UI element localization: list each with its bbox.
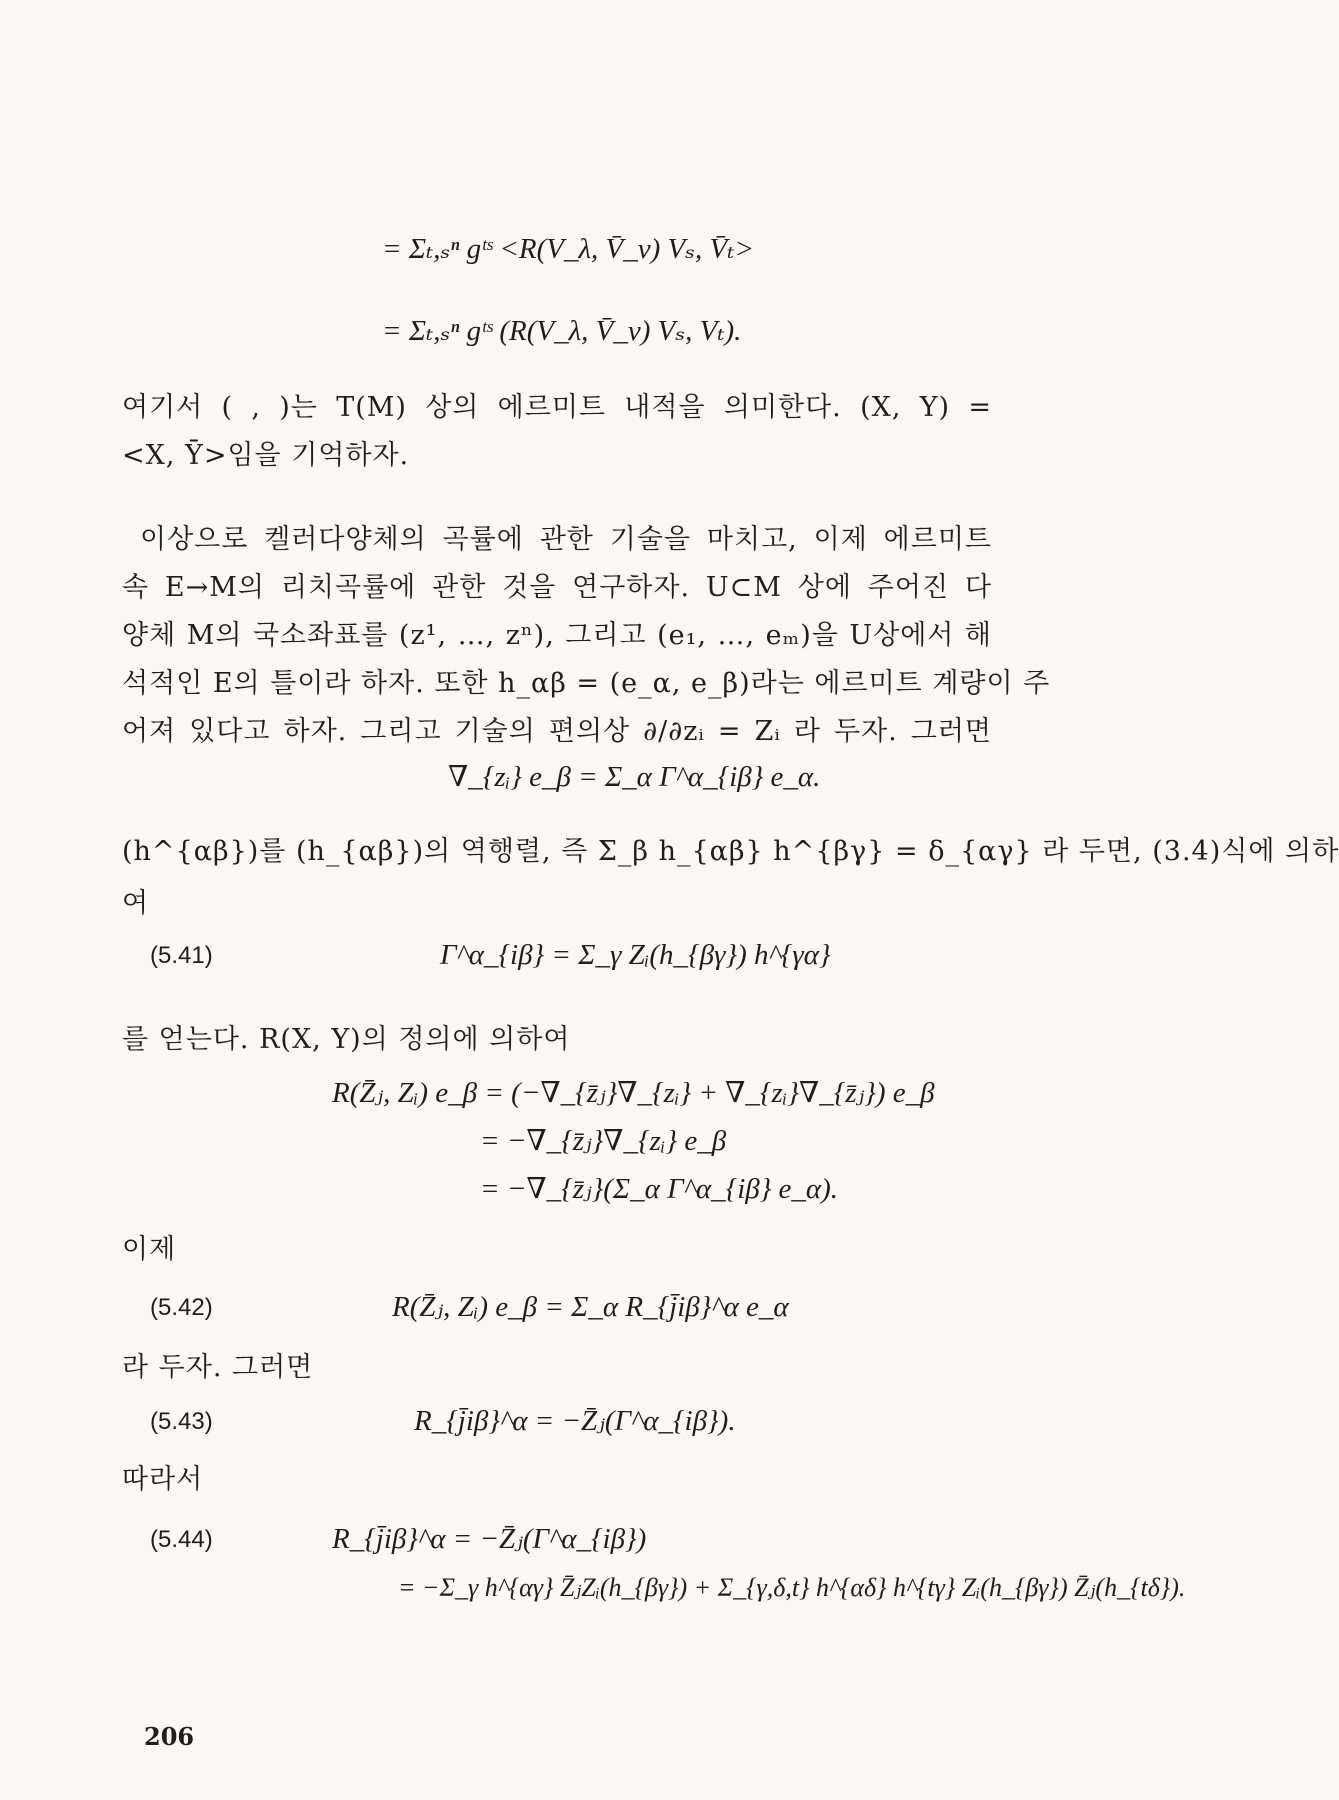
paragraph-line: 이제 [122,1234,177,1265]
equation-number: (5.44) [150,1526,213,1553]
paragraph-line: 여기서 ( , )는 T(M) 상의 에르미트 내적을 의미한다. (X, Y) = [122,392,992,423]
curvature-equation-2: = −∇_{z̄ⱼ}∇_{zᵢ} e_β [480,1125,727,1157]
equation-5-42: R(Z̄ⱼ, Zᵢ) e_β = Σ_α R_{j̄iβ}^α e_α [392,1291,789,1323]
equation-5-44-line-1: R_{j̄iβ}^α = −Z̄ⱼ(Γ^α_{iβ}) [332,1523,647,1555]
paragraph-line: 어져 있다고 하자. 그리고 기술의 편의상 ∂/∂zᵢ = Zᵢ 라 두자. 그러면 [122,716,992,747]
equation-5-41: Γ^α_{iβ} = Σ_γ Zᵢ(h_{βγ}) h^{γα} [440,939,831,971]
equation-5-43: R_{j̄iβ}^α = −Z̄ⱼ(Γ^α_{iβ}). [414,1405,736,1437]
equation-number: (5.43) [150,1408,213,1435]
connection-equation: ∇_{zᵢ} e_β = Σ_α Γ^α_{iβ} e_α. [448,761,821,793]
paragraph-line: 따라서 [122,1464,204,1495]
paragraph-line: 양체 M의 국소좌표를 (z¹, …, zⁿ), 그리고 (e₁, …, eₘ)을 U상에서 해 [122,620,992,651]
paragraph-line: 이상으로 켈러다양체의 곡률에 관한 기술을 마치고, 이제 에르미트 [140,524,992,555]
equation-5-44-line-2: = −Σ_γ h^{αγ} Z̄ⱼZᵢ(h_{βγ}) + Σ_{γ,δ,t} h^{αδ} h^{tγ} Zᵢ(h_{βγ}) Z̄ⱼ(h_{tδ}). [398,1573,1186,1602]
paragraph-line: 석적인 E의 틀이라 하자. 또한 h_αβ = (e_α, e_β)라는 에르미트 계량이 주 [122,668,1051,699]
paragraph-line: (h^{αβ})를 (h_{αβ})의 역행렬, 즉 Σ_β h_{αβ} h^{βγ} = δ_{αγ} 라 두면, (3.4)식에 의하 [122,836,1339,867]
paragraph-line: 라 두자. 그러면 [122,1352,314,1383]
equation-number: (5.41) [150,942,213,969]
curvature-equation-3: = −∇_{z̄ⱼ}(Σ_α Γ^α_{iβ} e_α). [480,1173,839,1205]
display-equation-2: = Σₜ,ₛⁿ gᵗˢ (R(V_λ, V̄_ν) Vₛ, Vₜ). [382,315,742,347]
paragraph-line: <X, Ȳ>임을 기억하자. [122,440,410,471]
paragraph-line: 를 얻는다. R(X, Y)의 정의에 의하여 [122,1024,571,1055]
display-equation-1: = Σₜ,ₛⁿ gᵗˢ <R(V_λ, V̄_ν) Vₛ, V̄ₜ> [382,233,754,265]
paragraph-line: 여 [122,888,150,919]
curvature-equation-1: R(Z̄ⱼ, Zᵢ) e_β = (−∇_{z̄ⱼ}∇_{zᵢ} + ∇_{zᵢ}∇_{z̄ⱼ}) e_β [332,1077,935,1109]
page-number: 206 [144,1722,195,1751]
equation-number: (5.42) [150,1294,213,1321]
paragraph-line: 속 E→M의 리치곡률에 관한 것을 연구하자. U⊂M 상에 주어진 다 [122,572,992,603]
